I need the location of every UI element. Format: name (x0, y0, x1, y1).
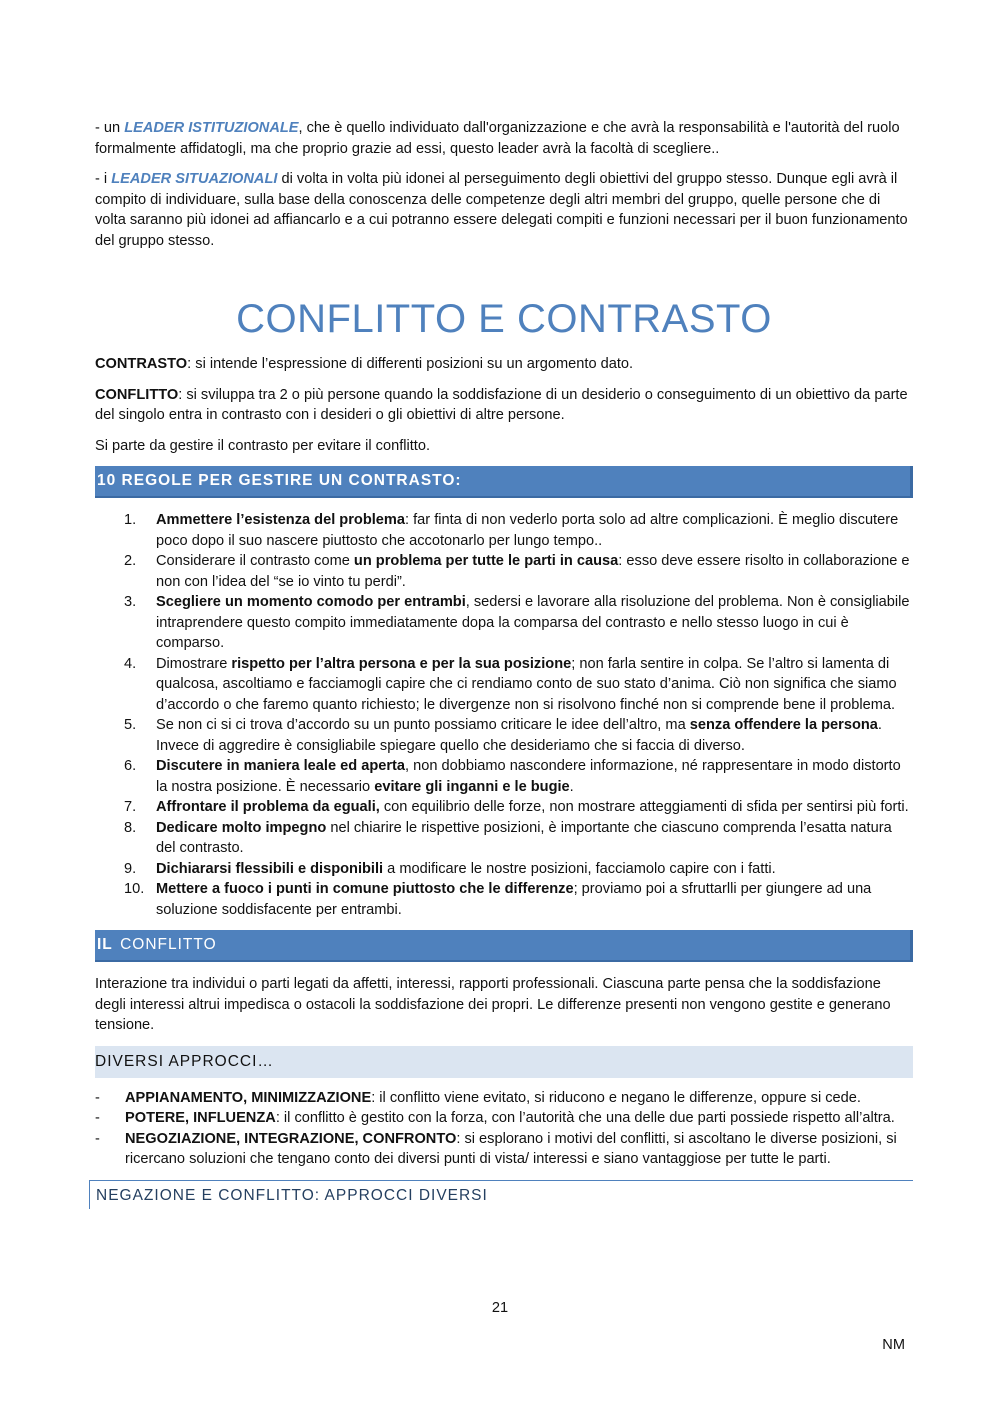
document-page (95, 118, 913, 1209)
dash-marker: - (95, 1110, 100, 1126)
leader-situazionali-paragraph (95, 169, 913, 251)
approccio-item (95, 1108, 913, 1129)
rule-text: con equilibrio delle forze, non mostrare atteggiamenti di sfida per sentirsi più forti. (379, 799, 909, 815)
dash-marker: - (95, 1130, 100, 1147)
rule-key-phrase: Dichiararsi flessibili e disponibili (156, 860, 384, 877)
rule-key-phrase: Dedicare molto impegno (156, 819, 327, 836)
negazione-heading: NEGAZIONE E CONFLITTO: APPROCCI DIVERSI (89, 1180, 913, 1209)
approccio-text: : si esplorano i motivi del conflitti, si ascoltano le diverse posizioni, si ricercano soluzioni che tengano conto dei diversi punti di vista/ interessi e siano vantaggiose per tutte le parti. (125, 1130, 897, 1167)
rule-text: Se non ci si ci trova d’accordo su un punto possiamo criticare le idee dell’altro, ma (156, 717, 690, 733)
rule-text: . (569, 778, 574, 795)
footer-initials: NM (882, 1337, 905, 1353)
approccio-item (95, 1129, 913, 1170)
rule-key-phrase: rispetto per l’altra persona e per la sua posizione (231, 655, 572, 672)
rule-text: nel chiarire le rispettive posizioni, è importante che ciascuno comprenda l’esatta natura del contrasto. (156, 819, 892, 856)
rules-heading-text: 10 REGOLE PER GESTIRE UN CONTRASTO: (97, 472, 462, 489)
contrasto-definition (95, 354, 913, 375)
rule-number: 10. (124, 881, 145, 897)
rule-key-phrase: evitare gli inganni e le bugie (374, 778, 570, 795)
heading-bold: IL (97, 936, 113, 953)
rule-text: ; proviamo poi a sfruttarlli per giungere ad una soluzione soddisfacente per entrambi. (156, 881, 872, 918)
rule-text: . Invece di aggredire è consigliabile spiegare quello che desideriamo che si faccia di diverso. (156, 717, 882, 754)
approccio-term: APPIANAMENTO, MINIMIZZAZIONE (125, 1089, 372, 1106)
rule-number: 4. (124, 655, 137, 672)
approccio-term: NEGOZIAZIONE, INTEGRAZIONE, CONFRONTO (125, 1130, 457, 1147)
leader-istituzionale-paragraph (95, 118, 913, 159)
term: CONTRASTO (95, 356, 188, 372)
rule-number: 3. (124, 594, 137, 610)
text-run: , che è quello individuato dall'organizzazione e che avrà la responsabilità e l'autorità del ruolo formalmente affidatogli, ma che proprio grazie ad essi, questo leader avrà la facoltà di scegliere.. (95, 120, 900, 157)
page-number: 21 (491, 1300, 509, 1316)
rule-item (95, 592, 913, 654)
text-run: : si sviluppa tra 2 o più persone quando la soddisfazione di un desiderio o conseguimento di un obiettivo da parte del singolo entra in contrasto con i desideri o gli obiettivi di altre persone. (95, 386, 908, 423)
rule-key-phrase: senza offendere la persona (689, 717, 878, 733)
text-run: - i (95, 171, 112, 187)
approcci-heading (95, 1046, 913, 1078)
rule-item (95, 715, 913, 756)
rule-item (95, 818, 913, 859)
conflitto-heading-text (95, 936, 217, 953)
text-run: - un (95, 120, 125, 136)
rule-item (95, 797, 913, 818)
rule-number: 2. (124, 553, 137, 569)
rule-item (95, 551, 913, 592)
rule-key-phrase: Scegliere un momento comodo per entrambi (156, 594, 466, 610)
rule-key-phrase: Ammettere l’esistenza del problema (156, 512, 405, 528)
rule-number: 9. (124, 860, 137, 877)
rule-key-phrase: Discutere in maniera leale ed aperta (156, 758, 406, 774)
rule-text: Considerare il contrasto come (156, 553, 354, 569)
rule-item (95, 879, 913, 920)
definition-note: Si parte da gestire il contrasto per evitare il conflitto. (95, 437, 431, 454)
rule-number: 5. (124, 717, 137, 733)
rule-key-phrase: Mettere a fuoco i punti in comune piuttosto che le differenze (156, 881, 574, 897)
section-title: CONFLITTO E CONTRASTO (236, 297, 772, 341)
conflitto-definition (95, 385, 913, 426)
term: CONFLITTO (95, 386, 179, 403)
rule-number: 7. (124, 799, 137, 815)
conflitto-heading (95, 930, 913, 962)
rules-list (95, 510, 913, 920)
rule-text: Dimostrare (156, 655, 232, 672)
rule-number: 6. (124, 758, 137, 774)
dash-marker: - (95, 1089, 100, 1106)
rule-number: 1. (124, 512, 137, 528)
rule-key-phrase: un problema per tutte le parti in causa (353, 553, 619, 569)
rule-number: 8. (124, 819, 137, 836)
rule-item (95, 510, 913, 551)
approccio-text: : il conflitto è gestito con la forza, con l’autorità che una delle due parti possiede rispetto all’altra. (275, 1110, 895, 1126)
approcci-list (95, 1088, 913, 1170)
text-run: di volta in volta più idonei al perseguimento degli obiettivi del gruppo stesso. Dunque egli avrà il compito di individuare, sulla base della conoscenza delle competenze degli altri membri del gruppo, quelle persone che di volta saranno più idonei ad affiancarlo e a cui potranno essere delegati compiti e funzioni necessari per il buon funzionamento del gruppo stesso. (95, 171, 908, 249)
rule-text: , non dobbiamo nascondere informazione, né rappresentare in modo distorto la nostra posizione. È necessario (156, 758, 901, 795)
leader-term: LEADER ISTITUZIONALE (124, 120, 299, 136)
leader-term: LEADER SITUAZIONALI (111, 171, 278, 187)
heading-rest: CONFLITTO (114, 936, 217, 953)
rule-item (95, 654, 913, 716)
conflitto-paragraph: Interazione tra individui o parti legati da affetti, interessi, rapporti professionali. Ciascuna parte pensa che la soddisfazione degli interessi altrui impedisca o ostacoli la soddisfazione dei propri. Le differenze presenti non vengono gestite e generano tensione. (95, 976, 891, 1033)
rules-heading (95, 466, 913, 498)
text-run: : si intende l’espressione di differenti posizioni su un argomento dato. (187, 356, 634, 372)
approccio-text: : il conflitto viene evitato, si riducono e negano le differenze, oppure si cede. (371, 1089, 861, 1106)
approcci-heading-text: DIVERSI APPROCCI… (95, 1052, 274, 1070)
rule-text: a modificare le nostre posizioni, facciamolo capire con i fatti. (383, 860, 776, 877)
rule-item (95, 859, 913, 880)
approccio-term: POTERE, INFLUENZA (125, 1110, 276, 1126)
rule-item (95, 756, 913, 797)
rule-key-phrase: Affrontare il problema da eguali, (156, 799, 380, 815)
approccio-item (95, 1088, 913, 1109)
rule-text: : esso deve essere risolto in collaborazione e non con l’idea del “se io vinto tu perdi”. (156, 553, 910, 590)
rule-text: ; non farla sentire in colpa. Se l’altro si lamenta di qualcosa, ascoltiamo e facciamogli capire che ci rendiamo conto de suo stato d’anima. Ciò non significa che siamo d’accordo o che faremo quanto richiesto; le divergenze non si risolvono finché non si comprende bene il problema. (156, 655, 897, 713)
rule-text: , sedersi e lavorare alla risoluzione del problema. Non è consigliabile intraprendere questo compito immediatamente dopa la comparsa del contrasto e nello stesso luogo in cui è comparso. (156, 594, 910, 651)
rule-text: : far finta di non vederlo porta solo ad altre complicazioni. È meglio discutere poco dopo il suo nascere piuttosto che accotonarlo per lungo tempo.. (156, 512, 899, 549)
